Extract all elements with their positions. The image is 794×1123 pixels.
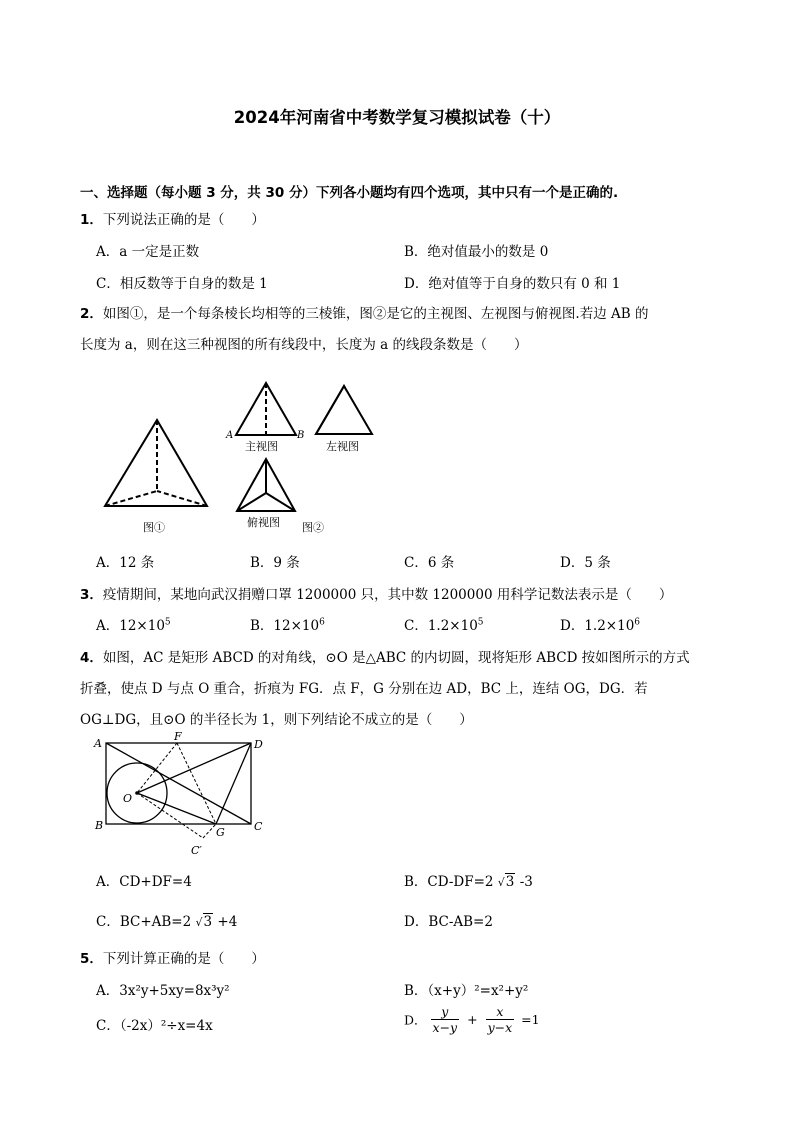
- question-5-stem: 下列计算正确的是（ ）: [102, 951, 265, 967]
- q4-b-root: 3: [505, 874, 515, 890]
- q3-d-exp: 6: [634, 617, 641, 628]
- left-view-caption: 左视图: [326, 440, 359, 453]
- diagonal-ac: [106, 743, 251, 824]
- top-view-figure: [237, 459, 295, 511]
- q3-option-a: [96, 614, 171, 634]
- q5-option-d: [404, 1004, 540, 1035]
- label-a: A: [226, 430, 234, 441]
- q1-option-d: D．绝对值等于自身的数只有 0 和 1: [404, 276, 621, 292]
- q4-b-post: -3: [519, 874, 533, 890]
- q5-d-plus: +: [467, 1012, 478, 1027]
- label-point-c: C: [254, 820, 263, 833]
- question-1-stem: 下列说法正确的是（ ）: [102, 212, 265, 228]
- q5-d-fraction-2: [486, 1004, 515, 1035]
- label-b: B: [297, 430, 305, 441]
- q5-d-f2-den: y−x: [487, 1020, 513, 1035]
- q2-option-d: D．5 条: [560, 555, 611, 571]
- q5-d-f1-num: y: [431, 1004, 460, 1020]
- question-4-text-1: 如图，AC 是矩形 ABCD 的对角线，⊙O 是△ABC 的内切圆，现将矩形 ABCD 按如图所示的方式: [102, 650, 690, 666]
- q3-option-c: [404, 614, 484, 634]
- question-2-line-2: 长度为 a，则在这三种视图的所有线段中，长度为 a 的线段条数是（ ）: [80, 337, 528, 353]
- q5-option-c: C．（-2x）²÷x=4x: [96, 1018, 213, 1034]
- question-1: [80, 208, 265, 228]
- q2-option-c: C．6 条: [404, 555, 455, 571]
- q3-option-b: [250, 614, 325, 634]
- q2-option-b: B．9 条: [250, 555, 300, 571]
- label-point-g: G: [216, 826, 225, 839]
- top-view-caption: 俯视图: [247, 516, 280, 529]
- question-3-stem: 疫情期间，某地向武汉捐赠口罩 1200000 只，其中数 1200000 用科学记数法表示是（ ）: [102, 587, 673, 603]
- question-2-number: 2．: [80, 306, 103, 322]
- segment-fo: [137, 743, 177, 793]
- fig1-caption: 图①: [143, 521, 165, 534]
- q1-option-a: A．a 一定是正数: [96, 244, 200, 260]
- question-3: [80, 583, 672, 603]
- segment-dg: [216, 743, 251, 824]
- q2-option-a: A．12 条: [96, 555, 155, 571]
- label-point-b: B: [95, 819, 104, 832]
- label-point-c-prime: C′: [191, 844, 202, 857]
- tetrahedron-figure: [105, 420, 207, 506]
- question-4-line-1: [80, 646, 690, 666]
- q4-option-b: B．CD-DF=2 √3 -3: [404, 874, 533, 890]
- q4-option-c: C．BC+AB=2 √3 +4: [96, 914, 238, 930]
- segment-c1g: [203, 824, 216, 838]
- q4-figure: [90, 728, 280, 863]
- q5-d-f2-num: x: [486, 1004, 515, 1020]
- label-point-a: A: [94, 737, 102, 750]
- question-5: [80, 947, 265, 967]
- question-1-number: 1．: [80, 212, 103, 228]
- q3-c-exp: 5: [477, 617, 484, 628]
- q3-a-exp: 5: [164, 617, 171, 628]
- section-heading: 一、选择题（每小题 3 分，共 30 分）下列各小题均有四个选项，其中只有一个是正确的.: [80, 185, 619, 201]
- q5-d-fraction-1: [431, 1004, 460, 1035]
- q4-option-a: A．CD+DF=4: [96, 874, 192, 890]
- front-view-figure: [236, 383, 296, 435]
- q3-a-base: A．12×10: [96, 618, 165, 634]
- q4-c-root: 3: [203, 914, 213, 930]
- label-point-o: O: [123, 792, 133, 805]
- q3-b-base: B．12×10: [250, 618, 320, 634]
- question-2-line-1: [80, 302, 648, 322]
- question-4-line-3: OG⊥DG，且⊙O 的半径长为 1，则下列结论不成立的是（ ）: [80, 712, 473, 728]
- label-point-d: D: [254, 738, 263, 751]
- q5-option-b: B．（x+y）²=x²+y²: [404, 983, 529, 999]
- left-view-figure-shape: [316, 386, 372, 434]
- q4-c-pre: C．BC+AB=2: [96, 914, 192, 930]
- front-view-caption: 主视图: [245, 440, 278, 453]
- q5-option-a: A．3x²y+5xy=8x³y²: [96, 983, 230, 999]
- q3-option-d: [560, 614, 640, 634]
- question-3-number: 3．: [80, 587, 103, 603]
- q1-option-b: B．绝对值最小的数是 0: [404, 244, 549, 260]
- q1-option-c: C．相反数等于自身的数是 1: [96, 276, 268, 292]
- q3-c-base: C．1.2×10: [404, 618, 478, 634]
- page-title: 2024年河南省中考数学复习模拟试卷（十）: [233, 108, 561, 127]
- q2-figures-right: [300, 375, 380, 540]
- point-o: [135, 791, 139, 795]
- q4-b-pre: B．CD-DF=2: [404, 874, 494, 890]
- label-point-f: F: [174, 730, 182, 743]
- q5-d-f1-den: x−y: [432, 1020, 458, 1035]
- crease-fg: [177, 743, 216, 824]
- question-4-number: 4．: [80, 650, 103, 666]
- fig2-caption: 图②: [302, 521, 324, 534]
- question-5-number: 5．: [80, 951, 103, 967]
- q4-option-d: D．BC-AB=2: [404, 914, 493, 930]
- question-4-line-2: 折叠，使点 D 与点 O 重合，折痕为 FG．点 F，G 分别在边 AD，BC 上，连结 OG，DG．若: [80, 681, 648, 697]
- q3-b-exp: 6: [319, 617, 325, 628]
- q5-d-pre: D．: [404, 1012, 427, 1028]
- question-2-text-1: 如图①，是一个每条棱长均相等的三棱锥，图②是它的主视图、左视图与俯视图.若边 AB 的: [102, 306, 649, 322]
- q3-d-base: D．1.2×10: [560, 618, 635, 634]
- q4-c-post: +4: [217, 914, 238, 930]
- q5-d-post: =1: [521, 1012, 540, 1027]
